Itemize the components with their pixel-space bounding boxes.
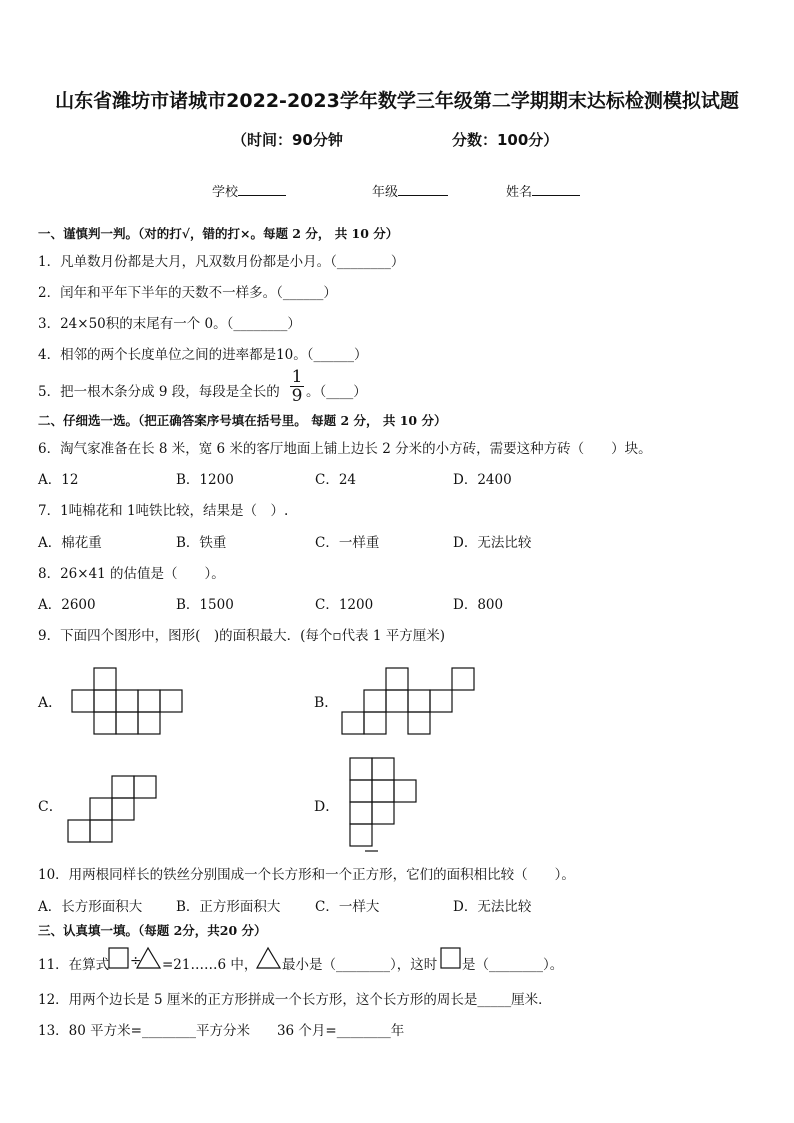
q6-option-d[interactable]: D．2400 — [453, 472, 512, 488]
name-label: 姓名 — [506, 185, 533, 200]
question-5-text: 5．把一根木条分成 9 段，每段是全长的 — [38, 384, 280, 400]
shape-d-label[interactable]: D． — [314, 799, 340, 815]
square-icon — [441, 948, 460, 968]
q7-option-d[interactable]: D．无法比较 — [453, 535, 532, 551]
shape-a-label[interactable]: A． — [38, 695, 63, 711]
q7-option-b[interactable]: B．铁重 — [176, 535, 227, 551]
exam-score: 分数：100分） — [452, 131, 559, 149]
question-10: 10．用两根同样长的铁丝分别围成一个长方形和一个正方形，它们的面积相比较（ ）。 — [38, 867, 575, 883]
q8-option-b[interactable]: B．1500 — [176, 597, 234, 613]
shape-b — [342, 668, 474, 734]
q6-option-c[interactable]: C．24 — [315, 472, 357, 488]
grade-label: 年级 — [372, 185, 399, 200]
question-9: 9．下面四个图形中，图形( )的面积最大．(每个▫代表 1 平方厘米) — [38, 628, 445, 644]
shape-d — [350, 758, 416, 851]
q10-option-c[interactable]: C．一样大 — [315, 899, 380, 915]
question-6: 6．淘气家准备在长 8 米，宽 6 米的客厅地面上铺上边长 2 分米的小方砖，需要这种方砖（ ）块。 — [38, 441, 652, 457]
q8-option-c[interactable]: C．1200 — [315, 597, 374, 613]
question-8: 8．26×41 的估值是（ ）。 — [38, 566, 225, 582]
shape-a — [72, 668, 182, 734]
question-11-blank2: 是（________）。 — [462, 957, 564, 973]
q8-option-d[interactable]: D．800 — [453, 597, 504, 613]
q10-option-b[interactable]: B．正方形面积大 — [176, 899, 281, 915]
q7-option-a[interactable]: A．棉花重 — [38, 535, 102, 551]
section-2-heading: 二、仔细选一选。（把正确答案序号填在括号里。 每题 2 分， 共 10 分） — [38, 413, 447, 428]
exam-title: 山东省潍坊市诸城市2022-2023学年数学三年级第二学期期末达标检测模拟试题 — [55, 90, 739, 112]
q7-option-c[interactable]: C．一样重 — [315, 535, 380, 551]
shape-c — [68, 776, 156, 842]
school-label: 学校 — [212, 185, 239, 200]
question-11-div: ÷ — [130, 953, 142, 969]
question-5-tail: 。（____） — [306, 384, 367, 400]
triangle-icon — [257, 948, 280, 968]
question-11-mid: =21……6 中， — [162, 957, 258, 973]
q6-option-b[interactable]: B．1200 — [176, 472, 234, 488]
shape-b-label[interactable]: B． — [314, 695, 339, 711]
question-11-start: 11．在算式 — [38, 957, 110, 973]
fraction-denominator: 9 — [291, 386, 303, 406]
fraction-numerator: 1 — [291, 367, 303, 387]
q8-option-a[interactable]: A．2600 — [38, 597, 96, 613]
q10-option-d[interactable]: D．无法比较 — [453, 899, 532, 915]
q10-option-a[interactable]: A．长方形面积大 — [38, 899, 143, 915]
question-4: 4．相邻的两个长度单位之间的进率都是10。（______） — [38, 347, 368, 363]
question-13: 13．80 平方米=________平方分米 36 个月=________年 — [38, 1023, 405, 1039]
shape-c-label[interactable]: C． — [38, 799, 63, 815]
exam-time: （时间：90分钟 — [232, 131, 343, 149]
question-3: 3．24×50积的末尾有一个 0。（________） — [38, 316, 301, 332]
q6-option-a[interactable]: A．12 — [38, 472, 79, 488]
question-11-blank1: 最小是（________），这时 — [282, 957, 438, 973]
question-12: 12．用两个边长是 5 厘米的正方形拼成一个长方形，这个长方形的周长是_____厘米． — [38, 992, 552, 1008]
section-1-heading: 一、谨慎判一判。（对的打√，错的打×。每题 2 分， 共 10 分） — [38, 226, 399, 241]
question-7: 7．1吨棉花和 1吨铁比较，结果是（ ）. — [38, 503, 289, 519]
square-icon — [109, 948, 128, 968]
question-1: 1．凡单数月份都是大月，凡双数月份都是小月。（________） — [38, 254, 405, 270]
section-3-heading: 三、认真填一填。（每题 2分，共20 分） — [38, 923, 267, 938]
question-2: 2．闰年和平年下半年的天数不一样多。（______） — [38, 285, 337, 301]
